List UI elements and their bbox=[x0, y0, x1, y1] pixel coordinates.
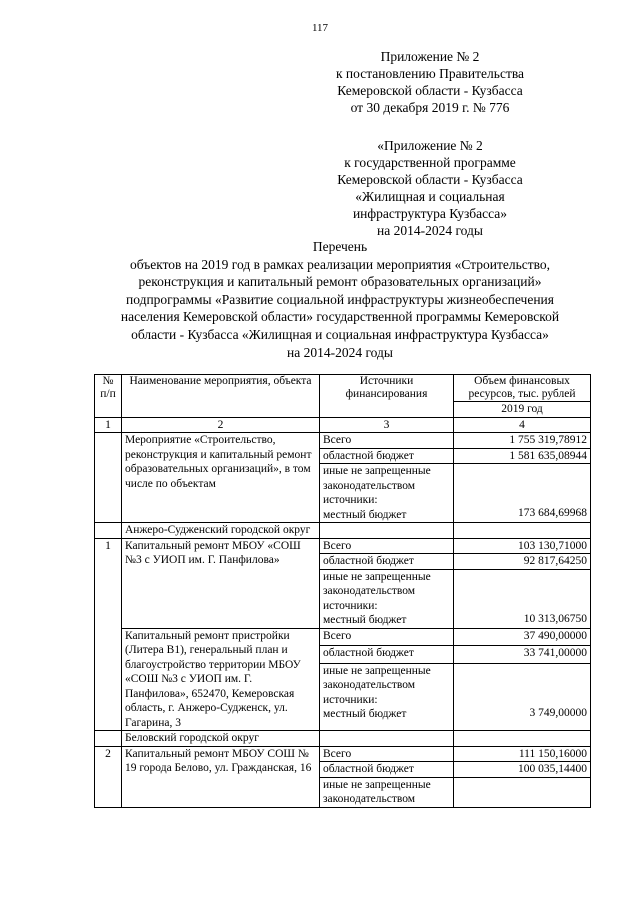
title-line: Перечень bbox=[312, 239, 368, 254]
funding-source-cell bbox=[320, 663, 454, 730]
funding-source: Всего bbox=[320, 628, 454, 646]
table-row bbox=[95, 538, 591, 554]
funding-value: 37 490,00000 bbox=[454, 628, 591, 646]
row-number: 2 bbox=[95, 746, 122, 807]
column-number: 1 bbox=[95, 417, 122, 433]
funding-subsource: местный бюджет bbox=[323, 708, 407, 721]
table-row bbox=[95, 746, 591, 762]
appendix-header bbox=[300, 48, 560, 116]
funding-source: Всего bbox=[320, 746, 454, 762]
funding-source: иные не запрещенные законодательством источники: bbox=[323, 664, 431, 706]
district-row bbox=[95, 523, 591, 539]
funding-value: 1 581 635,08944 bbox=[454, 448, 591, 464]
funding-value: 173 684,69968 bbox=[454, 464, 591, 523]
row-number: 1 bbox=[95, 538, 122, 628]
funding-source-cell bbox=[320, 569, 454, 628]
funding-source bbox=[320, 523, 454, 539]
column-number: 4 bbox=[454, 417, 591, 433]
program-appendix-line: инфраструктура Кузбасса» bbox=[352, 206, 508, 221]
funding-value: 3 749,00000 bbox=[454, 663, 591, 730]
funding-source: областной бюджет bbox=[320, 646, 454, 664]
district-row bbox=[95, 731, 591, 747]
funding-value: 33 741,00000 bbox=[454, 646, 591, 664]
appendix-header-line: Кемеровской области - Кузбасса bbox=[337, 83, 523, 98]
funding-source bbox=[320, 731, 454, 747]
funding-source: иные не запрещенные законодательством источники: bbox=[323, 465, 431, 506]
funding-value bbox=[454, 523, 591, 539]
funding-source: областной бюджет bbox=[320, 554, 454, 570]
object-name: Капитальный ремонт МБОУ СОШ № 19 города Белово, ул. Гражданская, 16 bbox=[122, 746, 320, 807]
district-name: Беловский городской округ bbox=[122, 731, 320, 747]
funding-value: 100 035,14400 bbox=[454, 762, 591, 778]
appendix-header-line: от 30 декабря 2019 г. № 776 bbox=[350, 100, 510, 115]
object-name: Капитальный ремонт пристройки (Литера В1), генеральный план и благоустройство территории МБОУ «СОШ №3 с УИОП им. Г. Панфилова», 652470, Кемеровская область, г. Анжеро-Судженск, ул. Гагарина, 3 bbox=[122, 628, 320, 731]
funding-source-cell bbox=[320, 464, 454, 523]
title-line: реконструкция и капитальный ремонт образовательных организаций» bbox=[138, 274, 542, 290]
funding-source: областной бюджет bbox=[320, 762, 454, 778]
header-num: № п/п bbox=[95, 375, 122, 418]
row-number bbox=[95, 731, 122, 747]
header-row bbox=[95, 375, 591, 402]
title-line: подпрограммы «Развитие социальной инфраструктуры жизнеобеспечения bbox=[126, 291, 554, 307]
row-number bbox=[95, 628, 122, 731]
funding-value: 111 150,16000 bbox=[454, 746, 591, 762]
page-number: 117 bbox=[311, 22, 329, 34]
object-name: Капитальный ремонт МБОУ «СОШ №3 с УИОП им. Г. Панфилова» bbox=[122, 538, 320, 628]
funding-value bbox=[454, 731, 591, 747]
title-line: области - Кузбасса «Жилищная и социальная инфраструктура Кузбасса» bbox=[131, 326, 549, 342]
document-title bbox=[40, 238, 640, 361]
header-year: 2019 год bbox=[454, 402, 591, 418]
table-row bbox=[95, 433, 591, 449]
program-appendix-line: к государственной программе bbox=[344, 155, 516, 170]
title-line: населения Кемеровской области» государственной программы Кемеровской bbox=[120, 309, 560, 325]
funding-source: областной бюджет bbox=[320, 448, 454, 464]
program-appendix-line: Кемеровской области - Кузбасса bbox=[337, 172, 523, 187]
column-number: 2 bbox=[122, 417, 320, 433]
district-name: Анжеро-Судженский городской округ bbox=[122, 523, 320, 539]
title-line: на 2014-2024 годы bbox=[287, 344, 393, 360]
column-number-row bbox=[95, 417, 591, 433]
appendix-header-line: к постановлению Правительства bbox=[335, 66, 525, 81]
funding-subsource: местный бюджет bbox=[323, 614, 407, 626]
program-appendix-line: «Жилищная и социальная bbox=[355, 189, 505, 204]
funding-value: 103 130,71000 bbox=[454, 538, 591, 554]
program-appendix-line: на 2014-2024 годы bbox=[377, 223, 483, 238]
row-number bbox=[95, 433, 122, 523]
measure-name: Мероприятие «Строительство, реконструкция и капитальный ремонт образовательных организаций», в том числе по объектам bbox=[122, 433, 320, 523]
funding-value: 92 817,64250 bbox=[454, 554, 591, 570]
table-row bbox=[95, 628, 591, 646]
funding-value: 10 313,06750 bbox=[454, 569, 591, 628]
funding-source: Всего bbox=[320, 538, 454, 554]
funding-value: 1 755 319,78912 bbox=[454, 433, 591, 449]
row-number bbox=[95, 523, 122, 539]
title-line: объектов на 2019 год в рамках реализации мероприятия «Строительство, bbox=[129, 256, 551, 272]
funding-value bbox=[454, 777, 591, 807]
funding-subsource: местный бюджет bbox=[323, 508, 407, 521]
header-volume: Объем финансовых ресурсов, тыс. рублей bbox=[454, 375, 591, 402]
funding-source: Всего bbox=[320, 433, 454, 449]
program-appendix-line: «Приложение № 2 bbox=[377, 138, 483, 153]
header-name: Наименование мероприятия, объекта bbox=[122, 375, 320, 418]
funding-source: иные не запрещенные законодательством источники: bbox=[323, 570, 431, 612]
funding-source: иные не запрещенные законодательством bbox=[320, 777, 454, 807]
appendix-header-line: Приложение № 2 bbox=[380, 49, 480, 64]
header-source: Источники финансирования bbox=[320, 375, 454, 418]
financing-table bbox=[94, 374, 591, 808]
column-number: 3 bbox=[320, 417, 454, 433]
program-appendix-header bbox=[300, 137, 560, 239]
